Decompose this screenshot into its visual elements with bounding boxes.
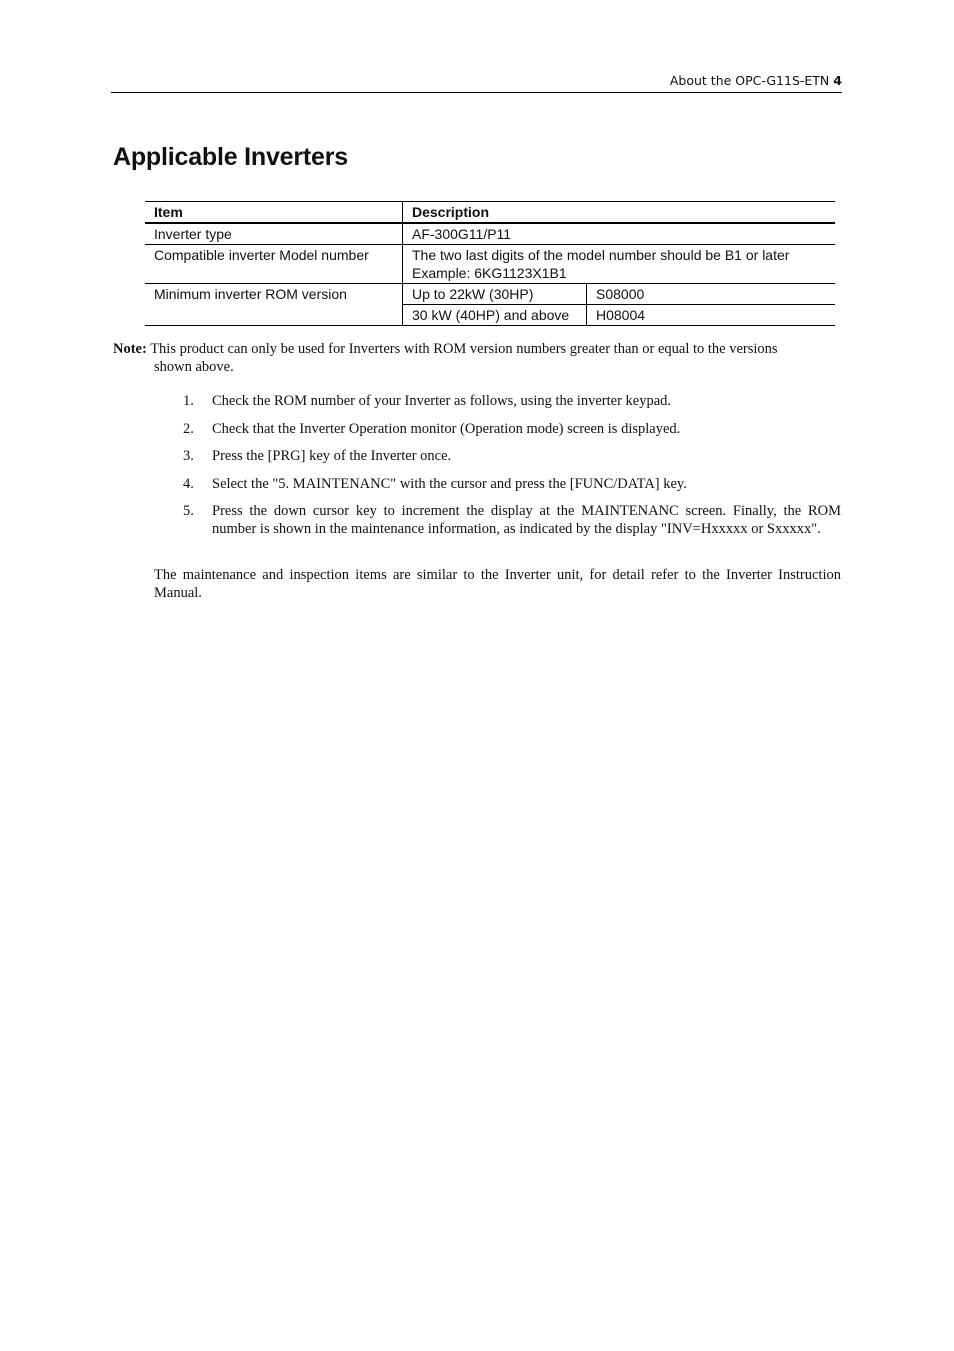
step-number: 4. <box>183 475 194 492</box>
section-title: Applicable Inverters <box>113 143 348 171</box>
step-text: Check that the Inverter Operation monitor (Operation mode) screen is displayed. <box>212 420 681 437</box>
note-label: Note: <box>113 341 147 357</box>
applicable-inverters-table <box>145 201 835 326</box>
table-row <box>145 245 835 284</box>
list-item <box>183 420 841 438</box>
cell-power-range: 30 kW (40HP) and above <box>403 305 587 326</box>
cell-item: Minimum inverter ROM version <box>145 284 403 326</box>
note-continuation: shown above. <box>154 359 234 375</box>
page-number: 4 <box>833 73 842 88</box>
closing-paragraph: The maintenance and inspection items are similar to the Inverter unit, for detail refer to the Inverter Instruction Manual. <box>154 567 841 601</box>
table-row <box>145 223 835 245</box>
step-number: 5. <box>183 503 194 519</box>
cell-item: Compatible inverter Model number <box>145 245 403 284</box>
description-line: The two last digits of the model number should be B1 or later <box>412 247 790 263</box>
cell-rom-version: H08004 <box>587 305 836 326</box>
note-text: This product can only be used for Inverters with ROM version numbers greater than or equal to the versions <box>146 341 778 357</box>
description-example: Example: 6KG1123X1B1 <box>412 265 567 281</box>
running-header <box>111 72 842 93</box>
list-item <box>183 447 841 465</box>
procedure-steps <box>183 392 841 548</box>
step-text: Press the [PRG] key of the Inverter once. <box>212 448 452 464</box>
cell-description: AF-300G11/P11 <box>403 223 836 245</box>
list-item <box>183 502 841 538</box>
note-paragraph <box>113 340 841 376</box>
list-item <box>183 392 841 410</box>
cell-power-range: Up to 22kW (30HP) <box>403 284 587 305</box>
cell-description <box>403 245 836 284</box>
step-number: 1. <box>183 393 194 409</box>
step-number: 2. <box>183 420 194 437</box>
step-number: 3. <box>183 448 194 464</box>
step-text: Check the ROM number of your Inverter as follows, using the inverter keypad. <box>212 393 672 409</box>
running-title: About the OPC-G11S-ETN <box>669 73 830 88</box>
table-header-row <box>145 202 835 224</box>
step-text: Select the "5. MAINTENANC" with the cursor and press the [FUNC/DATA] key. <box>212 475 687 492</box>
cell-item: Inverter type <box>145 223 403 245</box>
column-header-description: Description <box>403 202 836 224</box>
column-header-item: Item <box>145 202 403 224</box>
step-text: Press the down cursor key to increment the display at the MAINTENANC screen. Finally, the ROM number is shown in the maintenance information, as indicated by the display "INV=Hxxxxx or Sxxxxx". <box>212 503 841 537</box>
list-item <box>183 475 841 493</box>
cell-rom-version: S08000 <box>587 284 836 305</box>
table-row <box>145 284 835 305</box>
